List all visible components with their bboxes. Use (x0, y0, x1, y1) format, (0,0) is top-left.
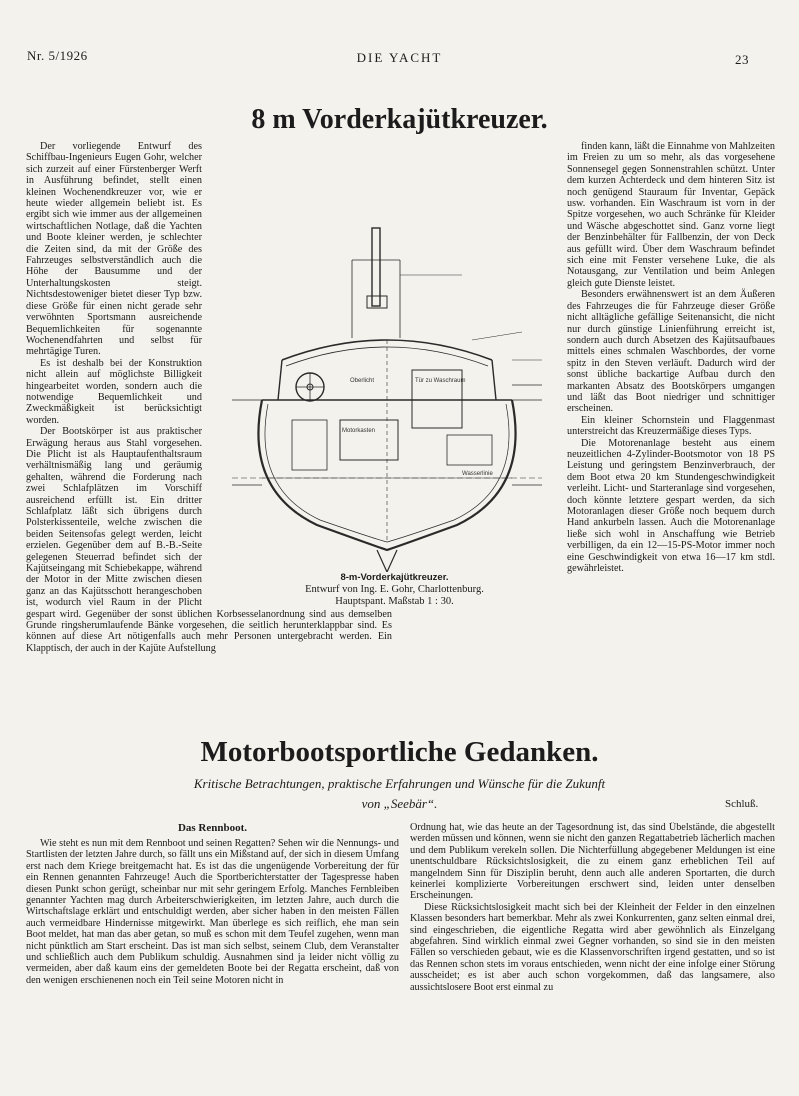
page-number: 23 (735, 52, 749, 67)
article2-note: Schluß. (725, 798, 759, 810)
figure-label-waterline: Wasserlinie (462, 471, 493, 477)
figure-caption-line1: Entwurf von Ing. E. Gohr, Charlottenburg. (305, 584, 484, 595)
figure-label-door: Tür zu Waschraum (415, 378, 466, 384)
figure-caption-title: 8-m-Vorderkajütkreuzer. (340, 572, 449, 583)
article1-right-paragraph: finden kann, läßt die Einnahme von Mahlzeiten im Freien zu um so mehr, als das vorgesehene Sonnensegel gegen Sonnenstrahlen schützt. Unter dem kurzen Achterdeck und dem hinteren Sitz ist noch genügend Stauraum für Inventar, Gepäck usw. vorhanden. Ein Waschraum ist vorn in der Spitze vorgesehen, wo auch Schränke für Kleider und Wäsche abgeschottet sind. Ganz vorne liegt der Benzinbehälter für Fallbenzin, der von Deck aus gefüllt wird. Über dem Waschraum befindet sich eine mit Fenster versehene Luke, die als Notausgang, zur Ventilation und beim Anlegen gleich gute Dienste leistet. (567, 141, 775, 289)
motor-box-shape (340, 420, 398, 460)
figure-label-motor: Motorkasten (342, 428, 376, 434)
article2-left-paragraph: Wie steht es nun mit dem Rennboot und seinen Regatten? Sehen wir die Nennungs- und Startlisten der letzten Jahre durch, so fällt uns ein Mißstand auf, der sich in diesem Umfang erst nach dem Kriege breitgemacht hat. Es ist das die ungenügende Vorbereitung der für ein Rennen genannten Fahrzeuge! Auch die Sportberichterstatter der Tagespresse haben diesen Punkt schon gerügt, scheinbar nur mit sehr geringem Erfolg. Manches Fernbleiben genannter Yachten mag durch Arbeiterschwierigkeiten, im letzten Jahre, auch durch die Wirtschaftslage erklärt und entschuldigt werden, aber sicher haben in den meisten Fällen auch vermeidbare Hindernisse mitgewirkt. Man überlege es sich reiflich, ehe man sein Boot meldet, hat man das aber getan, so muß es schon mit dem Teufel zugehen, wenn man nicht pünktlich am Start erscheint. Das ist man sich selbst, seinem Club, dem Veranstalter und schließlich auch dem Publikum schuldig. Ausnahmen sind ja leider nicht völlig zu vermeiden, aber daß kaum eins der gemeldeten Boote bei der Regatta erscheint, daß von den wenigen erschienenen noch ein Teil seine Motoren nicht in (26, 838, 399, 986)
article1-left-paragraph: Es ist deshalb bei der Konstruktion nicht allein auf möglichste Billigkeit hingearbeitet worden, sondern auch die notwendige Bequemlichkeit und Zweckmäßigkeit ist berücksichtigt worden. (26, 357, 202, 426)
article2-left-column (26, 838, 399, 1068)
figure-label-oberlicht: Oberlicht (350, 378, 375, 384)
article1-right-paragraph: Ein kleiner Schornstein und Flaggenmast unterstreicht das Kreuzermäßige dieses Typs. (567, 414, 775, 438)
keel-shape (377, 550, 397, 572)
article2-right-paragraph: Ordnung hat, wie das heute an der Tagesordnung ist, das sind Übelstände, die abgestellt werden müssen und können, wenn sie nicht den ganzen Regattabetrieb lächerlich machen und dem Publikum verekeln sollen. Die Nichterfüllung abgegebener Meldungen ist eine unentschuldbare Rücksichtslosigkeit, die zu einem ganz erheblichen Teil auf mangelndem Sinn für Disziplin beruht, denn auch alle anderen Sportarten, die durch keinerlei komplizierte Vorbereitungen erschwert sind, leiden unter denselben Erscheinungen. (410, 822, 775, 902)
article1-left-paragraph: Der Bootskörper ist aus praktischer Erwägung heraus aus Stahl vorgesehen. Die Plicht ist als Hauptaufenthaltsraum verhältnismäßig lang und geräumig gehalten, während die Forderung nach zwei Schlafplätzen im Vorschiff ausreichend erfüllt ist. Ein dritter Schlafplatz läßt sich übrigens durch Polsterkissenteile, welche zwischen die beiden Seitensofas gelegt werden, leicht erzielen. Gegenüber dem auf B.-B.-Seite gelegenen Steuerrad befindet sich der Kajütseingang mit Schiebekappe, während der Motor in der Mitte zwischen diesen ganz an das Kajütsschott herangeschoben ist, wodurch viel Raum in der Plicht gespart wird. Gegenüber der sonst üblichen Korbsesselanordnung sind aus demselben Grunde ringsherumlaufende Bänke vorgesehen, die seitlich herunterklappbar sind. Es können auf diese Art nötigenfalls auch mehr Personen untergebracht werden. Ein Klapptisch, der auch in der Kajüte Aufstellung (26, 426, 392, 654)
article1-right-paragraph: Die Motorenanlage besteht aus einem neuzeitlichen 4-Zylinder-Bootsmotor von 18 PS Leistung und geringstem Benzinverbrauch, der dem Boot etwa 20 km Stundengeschwindigkeit verleiht. Licht- und Starteranlage sind vorgesehen, doch könnte letztere gespart werden, da sich Motoranlagen dieser Größe noch bequem durch Hand ankurbeln lassen. Auch die Motorenanlage ließe sich wohl in Anschaffung wie Betrieb verbilligen, da ein 12—15-PS-Motor immer noch eine Geschwindigkeit von etwa 16—17 km stdl. gewährleistet. (567, 437, 775, 575)
figure-caption-line2: Hauptspant. Maßstab 1 : 30. (335, 596, 454, 607)
article2-section-head: Das Rennboot. (177, 822, 248, 834)
article2-title: Motorbootsportliche Gedanken. (200, 736, 599, 768)
article2-right-paragraph: Diese Rücksichtslosigkeit macht sich bei der Kleinheit der Felder in den einzelnen Klassen besonders hart bemerkbar. Mehr als zwei Konkurrenten, ganz selten einmal drei, sind eingeschrieben, die eigentliche Regatta wird aber gewöhnlich als Einzelgang abgefahren. Sind wirklich einmal zwei Gegner vorhanden, so sind sie in den meisten Fällen so verschieden gebaut, wie es die Klassenvorschriften irgend gestatten, und so ist das Rennen schon stets im voraus entschieden, wenn nicht der eine infolge einer Störung ausscheidet; es ist aber auch schon vorgekommen, daß das langsamere, also aussichtslosere Boot erst einmal zu (410, 901, 775, 993)
journal-name: DIE YACHT (356, 50, 443, 65)
issue-number: Nr. 5/1926 (27, 48, 88, 63)
article2-right-column (410, 822, 775, 1068)
article1-right-paragraph: Besonders erwähnenswert ist an dem Äußeren des Fahrzeuges die für Fahrzeuge dieser Größe nicht alltägliche gefällige Seitenansicht, die nicht nur durch günstige Linienführung erreicht ist, sondern auch durch Absetzen des Kajütsaufbaues mittels eines schmalen Waschbordes, der vorne spitz in den Steven verläuft. Dadurch wird der sonst übliche backartige Aufbau durch den markanten Absatz des Bootskörpers umgangen und läßt das Boot niedriger und schnittiger erscheinen. (567, 289, 775, 415)
hull-section-drawing (222, 220, 567, 572)
article2-byline: von „Seebär“. (361, 796, 438, 811)
article2-subtitle: Kritische Betrachtungen, praktische Erfahrungen und Wünsche für die Zukunft (193, 776, 606, 791)
chimney-shape (372, 228, 380, 306)
article1-title: 8 m Vorderkajütkreuzer. (251, 104, 548, 135)
figure-caption (222, 572, 567, 608)
article1-left-paragraph: Der vorliegende Entwurf des Schiffbau-Ingenieurs Eugen Gohr, welcher sich zurzeit auf einer Fürstenberger Werft in Ausführung befindet, stellt einen kleinen Wochenendkreuzer vor, wie er heute wieder allgemein beliebt ist. Es ergibt sich wie immer aus der allgemeinen wirtschaftlichen Notlage, daß die Yachten und Boote kleiner werden, je schlechter die Zeiten sind, da mit der Größe des Fahrzeuges selbstverständlich auch die Höhe der Bausumme und der Unterhaltungskosten steigt. Nichtsdestoweniger bietet dieser Typ bzw. diese Größe für einen nicht gerade sehr verwöhnten Sportsmann ausreichende Bequemlichkeiten für sogenannte Wochenendfahrten und selbst für mehrtägige Turen. (26, 141, 202, 358)
